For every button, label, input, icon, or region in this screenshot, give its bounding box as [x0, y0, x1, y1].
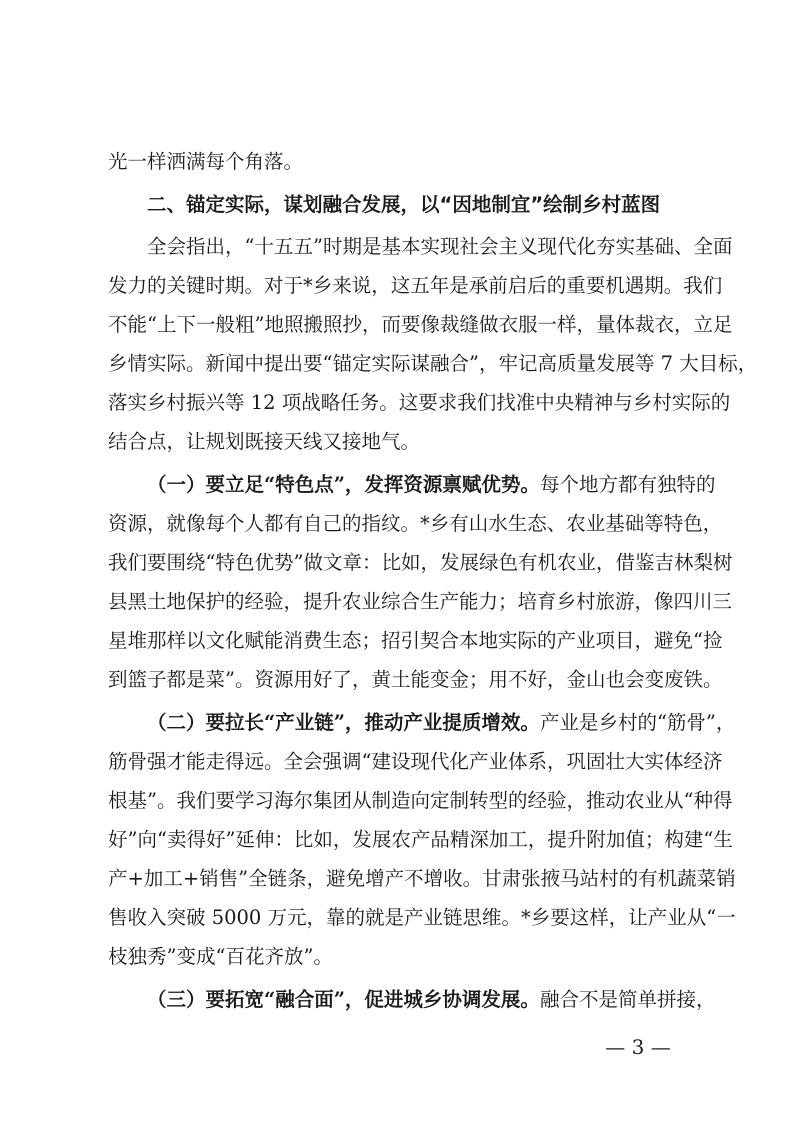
body-text-line: 不能“上下一般粗”地照搬照抄，而要像裁缝做衣服一样，量体裁衣，立足: [108, 313, 733, 336]
body-text-line: 好”向“卖得好”延伸：比如，发展农产品精深加工，提升附加值；构建“生: [108, 828, 733, 851]
body-text-line: 县黑土地保护的经验，提升农业综合生产能力；培育乡村旅游，像四川三: [108, 590, 733, 613]
body-text-line: 产+加工+销售”全链条，避免增产不增收。甘肃张掖马站村的有机蔬菜销: [108, 867, 736, 890]
body-text-line: 全会指出，“十五五”时期是基本实现社会主义现代化夯实基础、全面: [147, 235, 733, 258]
body-text-line: 资源，就像每个人都有自己的指纹。*乡有山水生态、农业基础等特色，: [108, 512, 723, 535]
subsection-heading-1: （一）要立足“特色点”，发挥资源禀赋优势。: [147, 473, 540, 496]
body-text-line: 到篮子都是菜”。资源用好了，黄土能变金；用不好，金山也会变废铁。: [108, 668, 723, 691]
body-text-run: 融合不是简单拼接，: [539, 988, 716, 1011]
subsection-first-line: [147, 711, 736, 735]
body-text-line: 枝独秀”变成“百花齐放”。: [108, 945, 333, 968]
body-text-run: 每个地方都有独特的: [539, 473, 716, 496]
body-text-run: 产业是乡村的“筋骨”，: [539, 711, 736, 734]
body-text-line: 结合点，让规划既接天线又接地气。: [108, 430, 421, 453]
body-text-line: 光一样洒满每个角落。: [108, 150, 304, 173]
body-text-line: 筋骨强才能走得远。全会强调“建设现代化产业体系，巩固壮大实体经济: [108, 750, 723, 773]
body-text-line: 售收入突破 5000 万元，靠的就是产业链思维。*乡要这样，让产业从“一: [108, 906, 736, 929]
page-number: — 3 —: [605, 1035, 671, 1059]
body-text-line: 根基”。我们要学习海尔集团从制造向定制转型的经验，推动农业从“种得: [108, 789, 733, 812]
subsection-heading-3: （三）要拓宽“融合面”，促进城乡协调发展。: [147, 988, 540, 1011]
subsection-heading-2: （二）要拉长“产业链”，推动产业提质增效。: [147, 711, 540, 734]
subsection-first-line: [147, 988, 716, 1012]
body-text-line: 落实乡村振兴等 12 项战略任务。这要求我们找准中央精神与乡村实际的: [108, 391, 731, 414]
subsection-first-line: [147, 473, 716, 497]
body-text-line: 发力的关键时期。对于*乡来说，这五年是承前启后的重要机遇期。我们: [108, 274, 723, 297]
body-text-line: 乡情实际。新闻中提出要“锚定实际谋融合”，牢记高质量发展等 7 大目标，: [108, 352, 758, 375]
body-text-line: 星堆那样以文化赋能消费生态；招引契合本地实际的产业项目，避免“捡: [108, 629, 723, 652]
section-heading: 二、锚定实际，谋划融合发展，以“因地制宜”绘制乡村蓝图: [147, 193, 661, 216]
body-text-line: 我们要围绕“特色优势”做文章：比如，发展绿色有机农业，借鉴吉林梨树: [108, 551, 733, 574]
